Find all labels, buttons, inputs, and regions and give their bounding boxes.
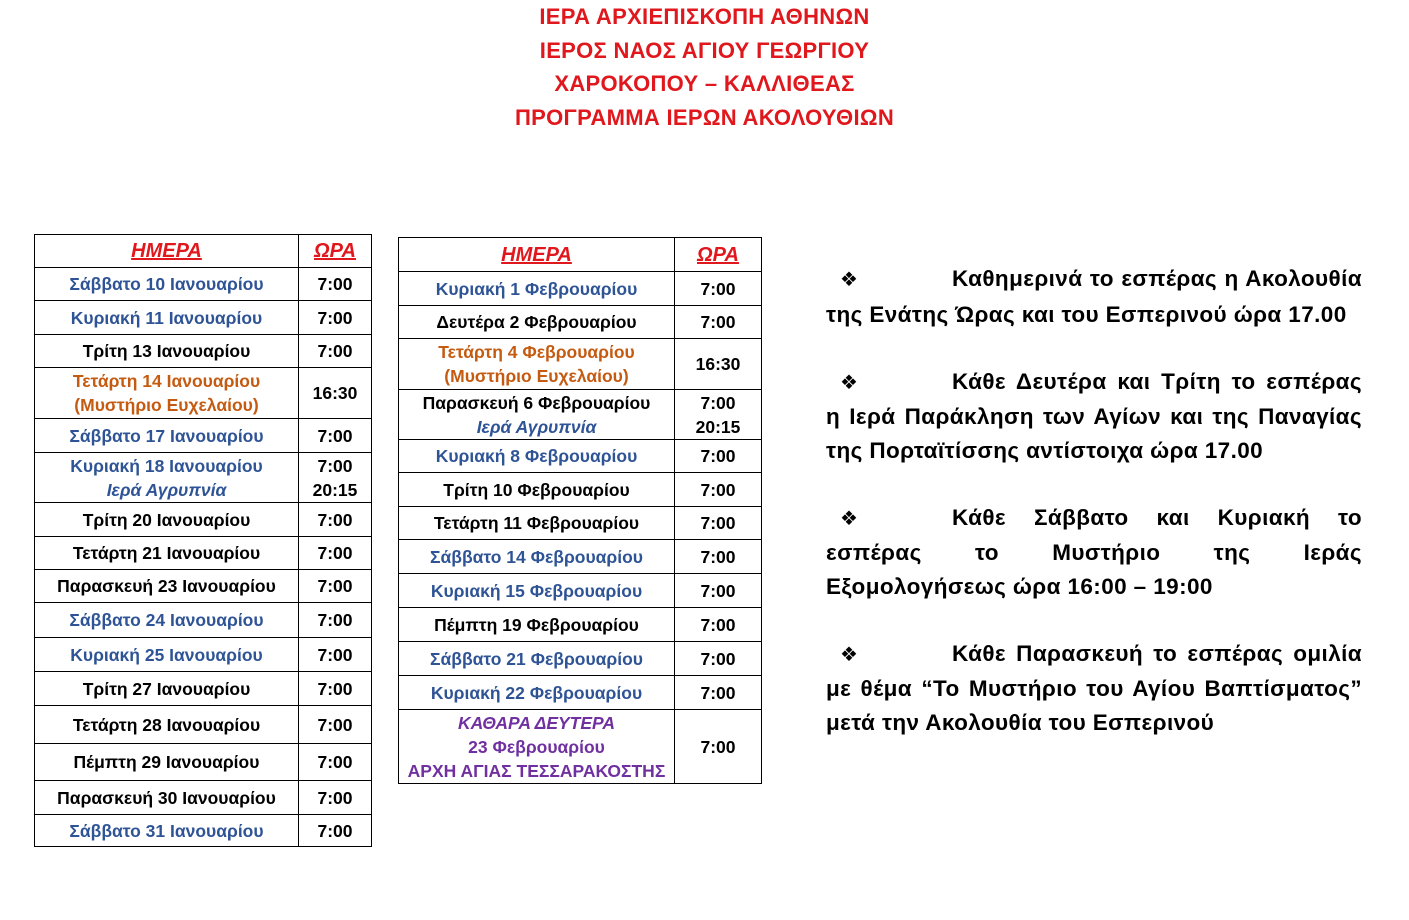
time-value: 7:00 [700,392,736,413]
time-cell: 7:00 [299,815,372,847]
time-value-2: 20:15 [312,479,358,500]
table-row [35,537,372,570]
day-cell: Κυριακή 1 Φεβρουαρίου [399,272,675,306]
time-cell: 7:00 [299,672,372,706]
table-row [399,540,762,574]
table-row [399,608,762,642]
table-row [35,706,372,744]
time-cell: 16:30 [675,339,762,390]
day-cell: Σάββατο 21 Φεβρουαρίου [399,642,675,676]
time-cell: 7:00 [299,781,372,815]
day-sublabel: (Μυστήριο Ευχελαίου) [74,395,259,415]
table-row [35,672,372,706]
col-day-header: ΗΜΕΡΑ [35,235,299,268]
day-cell: Κυριακή 11 Ιανουαρίου [35,301,299,335]
day-label: Τετάρτη 14 Ιανουαρίου [72,371,261,391]
note-item [826,501,1362,604]
bullet-diamond-icon: ❖ [840,507,859,530]
time-cell: 7:00 [675,272,762,306]
day-label: Κυριακή 18 Ιανουαρίου [70,455,263,476]
time-cell: 7:00 [299,537,372,570]
col-day-header: ΗΜΕΡΑ [399,238,675,272]
table-row [35,638,372,672]
january-schedule-table [34,234,372,847]
day-cell [35,368,299,419]
day-sublabel: Ιερά Αγρυπνία [476,416,597,437]
time-cell: 7:00 [675,507,762,540]
time-cell: 7:00 [675,440,762,473]
note-text: Κάθε Παρασκευή το εσπέρας ομιλία με θέμα “Το Μυστήριο του Αγίου Βαπτίσματος” μετά την Ακολουθία του Εσπερινού [826,640,1362,735]
note-item [826,637,1362,740]
table-row [399,473,762,507]
bullet-diamond-icon: ❖ [840,643,859,666]
table-row [35,744,372,781]
table-header-row [35,235,372,268]
day-cell: Σάββατο 14 Φεβρουαρίου [399,540,675,574]
day-cell: Τρίτη 13 Ιανουαρίου [35,335,299,368]
day-cell: Τετάρτη 21 Ιανουαρίου [35,537,299,570]
table-row [35,368,372,419]
time-cell: 7:00 [299,706,372,744]
day-sublabel: (Μυστήριο Ευχελαίου) [444,366,629,386]
header-line-4: ΠΡΟΓΡΑΜΜΑ ΙΕΡΩΝ ΑΚΟΛΟΥΘΙΩΝ [514,104,895,130]
time-cell: 7:00 [675,642,762,676]
table-row [35,781,372,815]
day-cell: Πέμπτη 19 Φεβρουαρίου [399,608,675,642]
col-time-header: ΩΡΑ [299,235,372,268]
time-cell: 7:00 [299,744,372,781]
day-cell: Σάββατο 31 Ιανουαρίου [35,815,299,847]
table-row [399,440,762,473]
note-text: Καθημερινά το εσπέρας η Ακολουθία της Ενάτης Ώρας και του Εσπερινού ώρα 17.00 [826,266,1362,327]
day-cell: Τρίτη 10 Φεβρουαρίου [399,473,675,507]
table-row [35,301,372,335]
table-row [35,419,372,453]
table-row [35,335,372,368]
header-line-2: ΙΕΡΟΣ ΝΑΟΣ ΑΓΙΟΥ ΓΕΩΡΓΙΟΥ [539,37,870,63]
day-cell: Τετάρτη 28 Ιανουαρίου [35,706,299,744]
table-row [399,339,762,390]
col-time-header: ΩΡΑ [675,238,762,272]
time-cell: 7:00 [675,540,762,574]
time-cell: 7:00 [675,608,762,642]
day-cell: Δευτέρα 2 Φεβρουαρίου [399,306,675,339]
day-cell: Πέμπτη 29 Ιανουαρίου [35,744,299,781]
time-cell [299,453,372,503]
table-row [35,815,372,847]
note-text: Κάθε Δευτέρα και Τρίτη το εσπέρας η Ιερά Παράκληση των Αγίων και της Παναγίας της Πορταϊτίσσης αντίστοιχα ώρα 17.00 [826,368,1362,463]
bullet-diamond-icon: ❖ [840,269,859,291]
header-line-1: ΙΕΡΑ ΑΡΧΙΕΠΙΣΚΟΠΗ ΑΘΗΝΩΝ [539,4,870,29]
table-row [399,710,762,784]
day-cell: Παρασκευή 30 Ιανουαρίου [35,781,299,815]
day-label: Παρασκευή 6 Φεβρουαρίου [422,392,651,413]
day-label: ΚΑΘΑΡΑ ΔΕΥΤΕΡΑ [457,712,616,733]
table-row [35,570,372,603]
table-row [399,306,762,339]
header-line-3: ΧΑΡΟΚΟΠΟΥ – ΚΑΛΛΙΘΕΑΣ [554,71,855,96]
day-sublabel: Ιερά Αγρυπνία [106,479,227,500]
day-cell [399,710,675,784]
time-cell [675,390,762,440]
table-row [399,390,762,440]
day-cell: Σάββατο 17 Ιανουαρίου [35,419,299,453]
day-cell: Κυριακή 22 Φεβρουαρίου [399,676,675,710]
february-schedule-table [398,237,762,784]
time-cell: 7:00 [299,335,372,368]
time-cell: 7:00 [299,301,372,335]
note-item [826,262,1362,331]
day-sublabel-2: ΑΡΧΗ ΑΓΙΑΣ ΤΕΣΣΑΡΑΚΟΣΤΗΣ [407,760,666,781]
table-row [35,603,372,638]
table-row [399,642,762,676]
day-cell [35,453,299,503]
day-cell [399,339,675,390]
table-row [35,453,372,503]
day-cell [399,390,675,440]
day-cell: Παρασκευή 23 Ιανουαρίου [35,570,299,603]
time-cell: 7:00 [675,710,762,784]
table-row [399,507,762,540]
table-row [399,272,762,306]
table-row [35,268,372,301]
time-value-2: 20:15 [695,416,741,437]
time-cell: 7:00 [675,306,762,339]
day-cell: Τετάρτη 11 Φεβρουαρίου [399,507,675,540]
note-item [826,365,1362,468]
day-cell: Σάββατο 10 Ιανουαρίου [35,268,299,301]
time-cell: 7:00 [299,603,372,638]
day-cell: Κυριακή 8 Φεβρουαρίου [399,440,675,473]
day-cell: Τρίτη 27 Ιανουαρίου [35,672,299,706]
day-cell: Τρίτη 20 Ιανουαρίου [35,503,299,537]
page-header [0,0,1409,134]
time-cell: 7:00 [675,574,762,608]
bullet-diamond-icon: ❖ [840,371,859,394]
day-label: Τετάρτη 4 Φεβρουαρίου [438,342,635,362]
day-sublabel: 23 Φεβρουαρίου [468,736,605,757]
time-cell: 7:00 [299,268,372,301]
day-cell: Κυριακή 15 Φεβρουαρίου [399,574,675,608]
table-header-row [399,238,762,272]
table-row [399,574,762,608]
time-value: 7:00 [317,455,353,476]
time-cell: 7:00 [299,503,372,537]
notes-list [826,262,1362,773]
day-cell: Σάββατο 24 Ιανουαρίου [35,603,299,638]
time-cell: 7:00 [299,638,372,672]
day-cell: Κυριακή 25 Ιανουαρίου [35,638,299,672]
table-row [35,503,372,537]
time-cell: 7:00 [675,473,762,507]
time-cell: 7:00 [299,570,372,603]
time-cell: 16:30 [299,368,372,419]
time-cell: 7:00 [299,419,372,453]
note-text: Κάθε Σάββατο και Κυριακή το εσπέρας το Μυστήριο της Ιεράς Εξομολογήσεως ώρα 16:00 – 19:00 [826,504,1362,599]
time-cell: 7:00 [675,676,762,710]
table-row [399,676,762,710]
